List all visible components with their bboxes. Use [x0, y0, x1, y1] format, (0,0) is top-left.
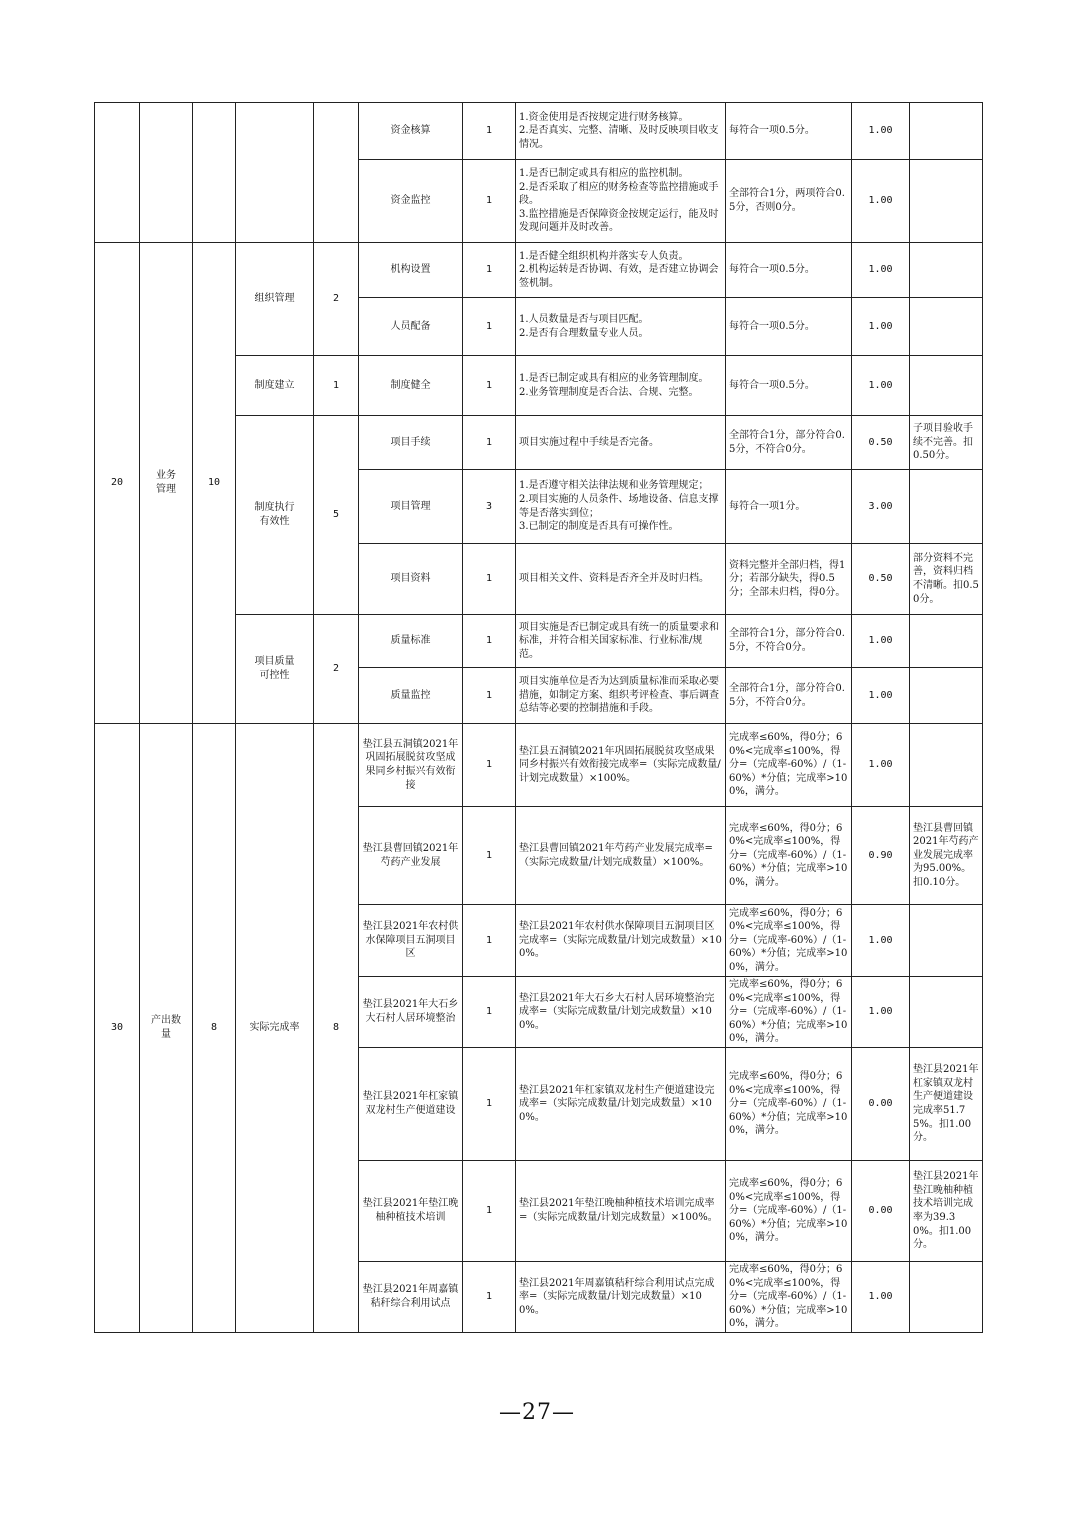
- cell-standard: 项目实施单位是否为达到质量标准而采取必要措施，如制定方案、组织考评检查、事后调查总结等必要的控制措施和手段。: [516, 668, 726, 724]
- cell-standard: 1.是否已制定或具有相应的业务管理制度。 2.业务管理制度是否合法、合规、完整。: [516, 356, 726, 416]
- cell-standard: 垫江县五洞镇2021年巩固拓展脱贫攻坚成果同乡村振兴有效衔接完成率=（实际完成数量/计划完成数量）×100%。: [516, 724, 726, 807]
- cell-standard: 项目实施过程中手续是否完备。: [516, 416, 726, 470]
- cell-note: [910, 1261, 983, 1332]
- cell-score: 1.00: [852, 615, 910, 668]
- cell-indicator: 垫江县2021年周嘉镇秸秆综合利用试点: [359, 1261, 463, 1332]
- cell-note: 子项目验收手续不完善。扣0.50分。: [910, 416, 983, 470]
- cell-note: [910, 298, 983, 356]
- cell-indicator: 项目手续: [359, 416, 463, 470]
- cell-rule: 全部符合1分，部分符合0.5分，不符合0分。: [726, 615, 852, 668]
- cell-standard: 项目相关文件、资料是否齐全并及时归档。: [516, 544, 726, 615]
- cell-weight: 1: [463, 356, 516, 416]
- cell-rule: 每符合一项1分。: [726, 470, 852, 544]
- cell-level2-weight: 2: [314, 243, 359, 356]
- cell-score: 1.00: [852, 356, 910, 416]
- cell-level2-name: 制度建立: [236, 356, 314, 416]
- cell-level2-weight: 1: [314, 356, 359, 416]
- cell-standard: 垫江县2021年农村供水保障项目五洞项目区完成率=（实际完成数量/计划完成数量）×100%。: [516, 905, 726, 977]
- cell-standard: 垫江县2021年周嘉镇秸秆综合利用试点完成率=（实际完成数量/计划完成数量）×100%。: [516, 1261, 726, 1332]
- cell-score: 1.00: [852, 668, 910, 724]
- cell-indicator: 项目资料: [359, 544, 463, 615]
- cell-weight: 1: [463, 544, 516, 615]
- cell-score: 1.00: [852, 160, 910, 243]
- cell-indicator: 垫江县2021年垫江晚柚种植技术培训: [359, 1160, 463, 1261]
- cell-weight: 1: [463, 807, 516, 905]
- cell-rule: 完成率≤60%，得0分；60%<完成率≤100%，得分=（完成率-60%）/（1-60%）*分值；完成率>100%，满分。: [726, 724, 852, 807]
- table-row: [95, 724, 983, 807]
- cell-score: 0.00: [852, 1047, 910, 1160]
- cell-level2-weight: 5: [314, 416, 359, 615]
- cell-level2-weight: 8: [314, 724, 359, 1333]
- cell-note: 部分资料不完善，资料归档不清晰。扣0.50分。: [910, 544, 983, 615]
- cell-note: [910, 356, 983, 416]
- cell-indicator: 垫江县曹回镇2021年芍药产业发展: [359, 807, 463, 905]
- cell-score: 3.00: [852, 470, 910, 544]
- cell-score: 1.00: [852, 243, 910, 298]
- cell-standard: 1.人员数量是否与项目匹配。 2.是否有合理数量专业人员。: [516, 298, 726, 356]
- cell-rule: 每符合一项0.5分。: [726, 356, 852, 416]
- cell-weight: 1: [463, 298, 516, 356]
- cell-indicator: 质量监控: [359, 668, 463, 724]
- cell-rule: 每符合一项0.5分。: [726, 243, 852, 298]
- cell-note: [910, 160, 983, 243]
- table-row: [95, 103, 983, 160]
- cell-rule: 资料完整并全部归档，得1分；若部分缺失，得0.5分；全部未归档，得0分。: [726, 544, 852, 615]
- cell-note: [910, 243, 983, 298]
- cell-rule: 全部符合1分，两项符合0.5分，否则0分。: [726, 160, 852, 243]
- cell-weight: 1: [463, 668, 516, 724]
- cell-rule: 每符合一项0.5分。: [726, 298, 852, 356]
- cell-level1-name: [140, 103, 193, 243]
- evaluation-table: [94, 102, 983, 1333]
- cell-weight: 1: [463, 615, 516, 668]
- cell-rule: 全部符合1分，部分符合0.5分，不符合0分。: [726, 668, 852, 724]
- cell-standard: 1.是否已制定或具有相应的监控机制。 2.是否采取了相应的财务检查等监控措施或手段。 3.监控措施是否保障资金按规定运行，能及时发现问题并及时改善。: [516, 160, 726, 243]
- cell-note: [910, 470, 983, 544]
- cell-note: [910, 668, 983, 724]
- cell-level2-name: 实际完成率: [236, 724, 314, 1333]
- cell-weight: 1: [463, 103, 516, 160]
- cell-score: 1.00: [852, 724, 910, 807]
- cell-level2-weight: [314, 103, 359, 243]
- cell-weight: 1: [463, 416, 516, 470]
- cell-standard: 1.是否遵守相关法律法规和业务管理规定； 2.项目实施的人员条件、场地设备、信息支撑等是否落实到位； 3.已制定的制度是否具有可操作性。: [516, 470, 726, 544]
- cell-weight: 1: [463, 160, 516, 243]
- cell-rule: 完成率≤60%，得0分；60%<完成率≤100%，得分=（完成率-60%）/（1-60%）*分值；完成率>100%，满分。: [726, 1160, 852, 1261]
- cell-indicator: 垫江县2021年杠家镇双龙村生产便道建设: [359, 1047, 463, 1160]
- cell-score: 0.90: [852, 807, 910, 905]
- cell-score: 0.50: [852, 544, 910, 615]
- cell-level1-weight: 8: [193, 724, 236, 1333]
- cell-score: 1.00: [852, 1261, 910, 1332]
- cell-rule: 完成率≤60%，得0分；60%<完成率≤100%，得分=（完成率-60%）/（1-60%）*分值；完成率>100%，满分。: [726, 977, 852, 1048]
- cell-level2-weight: 2: [314, 615, 359, 724]
- cell-indicator: 质量标准: [359, 615, 463, 668]
- cell-indicator: 资金监控: [359, 160, 463, 243]
- cell-level1-no: 30: [95, 724, 140, 1333]
- cell-level2-name: [236, 103, 314, 243]
- page-number: —27—: [499, 1400, 575, 1425]
- cell-weight: 3: [463, 470, 516, 544]
- cell-score: 0.50: [852, 416, 910, 470]
- cell-standard: 垫江县2021年大石乡大石村人居环境整治完成率=（实际完成数量/计划完成数量）×100%。: [516, 977, 726, 1048]
- cell-rule: 完成率≤60%，得0分；60%<完成率≤100%，得分=（完成率-60%）/（1-60%）*分值；完成率>100%，满分。: [726, 1261, 852, 1332]
- cell-level1-no: 20: [95, 243, 140, 724]
- cell-weight: 1: [463, 243, 516, 298]
- cell-rule: 完成率≤60%，得0分；60%<完成率≤100%，得分=（完成率-60%）/（1-60%）*分值；完成率>100%，满分。: [726, 905, 852, 977]
- cell-level1-weight: [193, 103, 236, 243]
- cell-note: [910, 103, 983, 160]
- cell-weight: 1: [463, 977, 516, 1048]
- cell-standard: 垫江县2021年杠家镇双龙村生产便道建设完成率=（实际完成数量/计划完成数量）×100%。: [516, 1047, 726, 1160]
- cell-weight: 1: [463, 724, 516, 807]
- cell-level1-name: 业务 管理: [140, 243, 193, 724]
- cell-indicator: 资金核算: [359, 103, 463, 160]
- cell-note: 垫江县2021年杠家镇双龙村生产便道建设完成率51.75%。扣1.00分。: [910, 1047, 983, 1160]
- cell-standard: 项目实施是否已制定或具有统一的质量要求和标准，并符合相关国家标准、行业标准/规范。: [516, 615, 726, 668]
- cell-note: [910, 977, 983, 1048]
- cell-level2-name: 制度执行 有效性: [236, 416, 314, 615]
- cell-indicator: 机构设置: [359, 243, 463, 298]
- cell-level1-name: 产出数 量: [140, 724, 193, 1333]
- cell-standard: 1.资金使用是否按规定进行财务核算。 2.是否真实、完整、清晰、及时反映项目收支情况。: [516, 103, 726, 160]
- cell-level2-name: 项目质量 可控性: [236, 615, 314, 724]
- cell-score: 1.00: [852, 905, 910, 977]
- cell-indicator: 垫江县2021年农村供水保障项目五洞项目区: [359, 905, 463, 977]
- cell-note: [910, 724, 983, 807]
- cell-note: 垫江县2021年垫江晚柚种植技术培训完成率为39.30%。扣1.00分。: [910, 1160, 983, 1261]
- cell-score: 1.00: [852, 298, 910, 356]
- cell-weight: 1: [463, 1160, 516, 1261]
- cell-standard: 垫江县曹回镇2021年芍药产业发展完成率=（实际完成数量/计划完成数量）×100%。: [516, 807, 726, 905]
- cell-weight: 1: [463, 1261, 516, 1332]
- cell-score: 0.00: [852, 1160, 910, 1261]
- cell-level1-no: [95, 103, 140, 243]
- cell-note: [910, 905, 983, 977]
- cell-rule: 全部符合1分，部分符合0.5分，不符合0分。: [726, 416, 852, 470]
- cell-level2-name: 组织管理: [236, 243, 314, 356]
- cell-standard: 1.是否健全组织机构并落实专人负责。 2.机构运转是否协调、有效，是否建立协调会签机制。: [516, 243, 726, 298]
- cell-indicator: 垫江县2021年大石乡大石村人居环境整治: [359, 977, 463, 1048]
- cell-indicator: 垫江县五洞镇2021年巩固拓展脱贫攻坚成果同乡村振兴有效衔接: [359, 724, 463, 807]
- cell-note: [910, 615, 983, 668]
- cell-indicator: 项目管理: [359, 470, 463, 544]
- cell-rule: 每符合一项0.5分。: [726, 103, 852, 160]
- cell-weight: 1: [463, 905, 516, 977]
- cell-level1-weight: 10: [193, 243, 236, 724]
- cell-indicator: 人员配备: [359, 298, 463, 356]
- cell-score: 1.00: [852, 103, 910, 160]
- cell-rule: 完成率≤60%，得0分；60%<完成率≤100%，得分=（完成率-60%）/（1-60%）*分值；完成率>100%，满分。: [726, 1047, 852, 1160]
- cell-standard: 垫江县2021年垫江晚柚种植技术培训完成率=（实际完成数量/计划完成数量）×100%。: [516, 1160, 726, 1261]
- cell-weight: 1: [463, 1047, 516, 1160]
- cell-indicator: 制度健全: [359, 356, 463, 416]
- cell-rule: 完成率≤60%，得0分；60%<完成率≤100%，得分=（完成率-60%）/（1-60%）*分值；完成率>100%，满分。: [726, 807, 852, 905]
- table-row: [95, 243, 983, 298]
- cell-score: 1.00: [852, 977, 910, 1048]
- cell-note: 垫江县曹回镇2021年芍药产业发展完成率为95.00%。扣0.10分。: [910, 807, 983, 905]
